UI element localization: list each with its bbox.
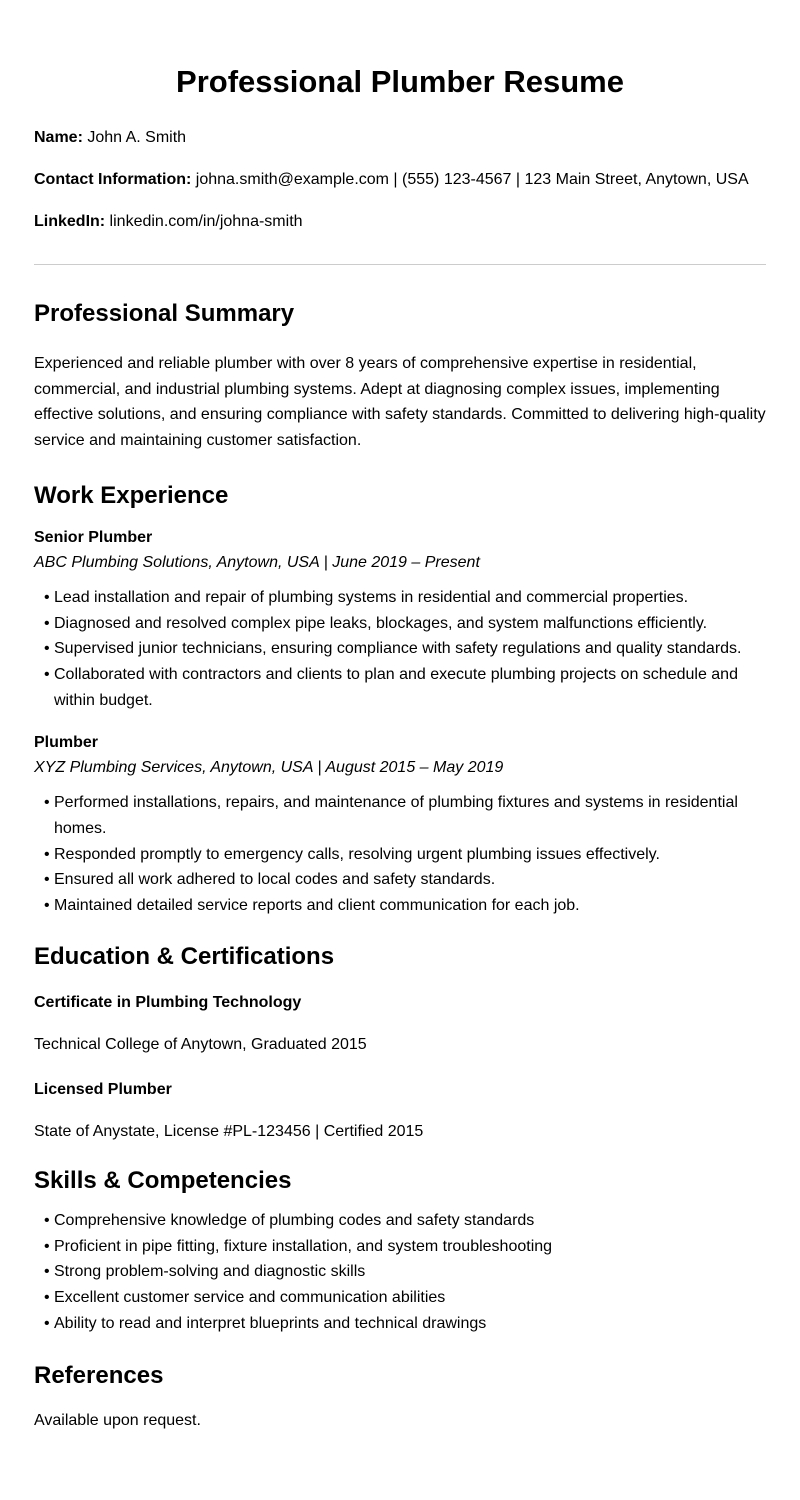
- list-item: • Responded promptly to emergency calls, resolving urgent plumbing issues effectively.: [34, 842, 766, 868]
- contact-info-label: Contact Information:: [34, 171, 192, 188]
- summary-text: Experienced and reliable plumber with over 8 years of comprehensive expertise in residential, commercial, and industrial plumbing systems. Adept at diagnosing complex issues, implementing effective solutions, and ensuring compliance with safety standards. Committed to delivering high-quality service and maintaining customer satisfaction.: [34, 355, 766, 450]
- skills-section: [34, 1166, 766, 1337]
- job-entry: [34, 733, 766, 919]
- experience-heading: Work Experience: [34, 481, 229, 509]
- cert-detail: State of Anystate, License #PL-123456 | Certified 2015: [34, 1122, 424, 1140]
- list-item: • Proficient in pipe fitting, fixture installation, and system troubleshooting: [34, 1234, 766, 1260]
- contact-info-value: johna.smith@example.com | (555) 123-4567 | 123 Main Street, Anytown, USA: [191, 171, 749, 188]
- job-title: Plumber: [34, 734, 99, 752]
- list-item: • Lead installation and repair of plumbing systems in residential and commercial properties.: [34, 585, 766, 611]
- skills-list: [34, 1208, 766, 1337]
- list-item: • Performed installations, repairs, and maintenance of plumbing fixtures and systems in residential homes.: [34, 790, 766, 841]
- cert-entry: [34, 993, 766, 1055]
- job-meta: XYZ Plumbing Services, Anytown, USA | August 2015 – May 2019: [34, 759, 504, 777]
- list-item: • Comprehensive knowledge of plumbing codes and safety standards: [34, 1208, 766, 1234]
- references-text: Available upon request.: [34, 1412, 201, 1430]
- header-divider: [34, 264, 766, 265]
- list-item: • Diagnosed and resolved complex pipe leaks, blockages, and system malfunctions efficiently.: [34, 611, 766, 637]
- linkedin-line: [34, 212, 766, 232]
- summary-heading: Professional Summary: [34, 300, 295, 327]
- cert-entry: [34, 1080, 766, 1142]
- references-heading: References: [34, 1362, 164, 1390]
- skills-heading: Skills & Competencies: [34, 1166, 292, 1194]
- list-item: • Collaborated with contractors and clients to plan and execute plumbing projects on schedule and within budget.: [34, 662, 766, 713]
- job-meta: ABC Plumbing Solutions, Anytown, USA | June 2019 – Present: [34, 553, 480, 571]
- name-value: John A. Smith: [82, 129, 187, 146]
- job-title: Senior Plumber: [34, 528, 153, 546]
- job-entry: [34, 528, 766, 714]
- list-item: • Supervised junior technicians, ensuring compliance with safety regulations and quality standards.: [34, 636, 766, 662]
- cert-detail: Technical College of Anytown, Graduated 2015: [34, 1035, 367, 1053]
- name-label: Name:: [34, 129, 83, 146]
- list-item: • Ability to read and interpret blueprints and technical drawings: [34, 1311, 766, 1337]
- linkedin-value: linkedin.com/in/johna-smith: [105, 213, 303, 230]
- summary-section: [34, 299, 766, 454]
- education-heading: Education & Certifications: [34, 942, 335, 970]
- linkedin-label: LinkedIn:: [34, 213, 106, 230]
- contact-info-line: [34, 170, 766, 190]
- job-duties-list: [34, 790, 766, 919]
- experience-section: [34, 481, 766, 919]
- cert-title: Certificate in Plumbing Technology: [34, 993, 302, 1011]
- cert-title: Licensed Plumber: [34, 1080, 172, 1098]
- resume-title: Professional Plumber Resume: [176, 64, 624, 99]
- job-duties-list: [34, 585, 766, 714]
- list-item: • Excellent customer service and communication abilities: [34, 1285, 766, 1311]
- references-section: [34, 1361, 766, 1431]
- list-item: • Maintained detailed service reports and client communication for each job.: [34, 893, 766, 919]
- list-item: • Ensured all work adhered to local codes and safety standards.: [34, 867, 766, 893]
- name-line: [34, 128, 766, 148]
- education-section: [34, 942, 766, 1142]
- contact-block: [34, 128, 766, 232]
- list-item: • Strong problem-solving and diagnostic skills: [34, 1259, 766, 1285]
